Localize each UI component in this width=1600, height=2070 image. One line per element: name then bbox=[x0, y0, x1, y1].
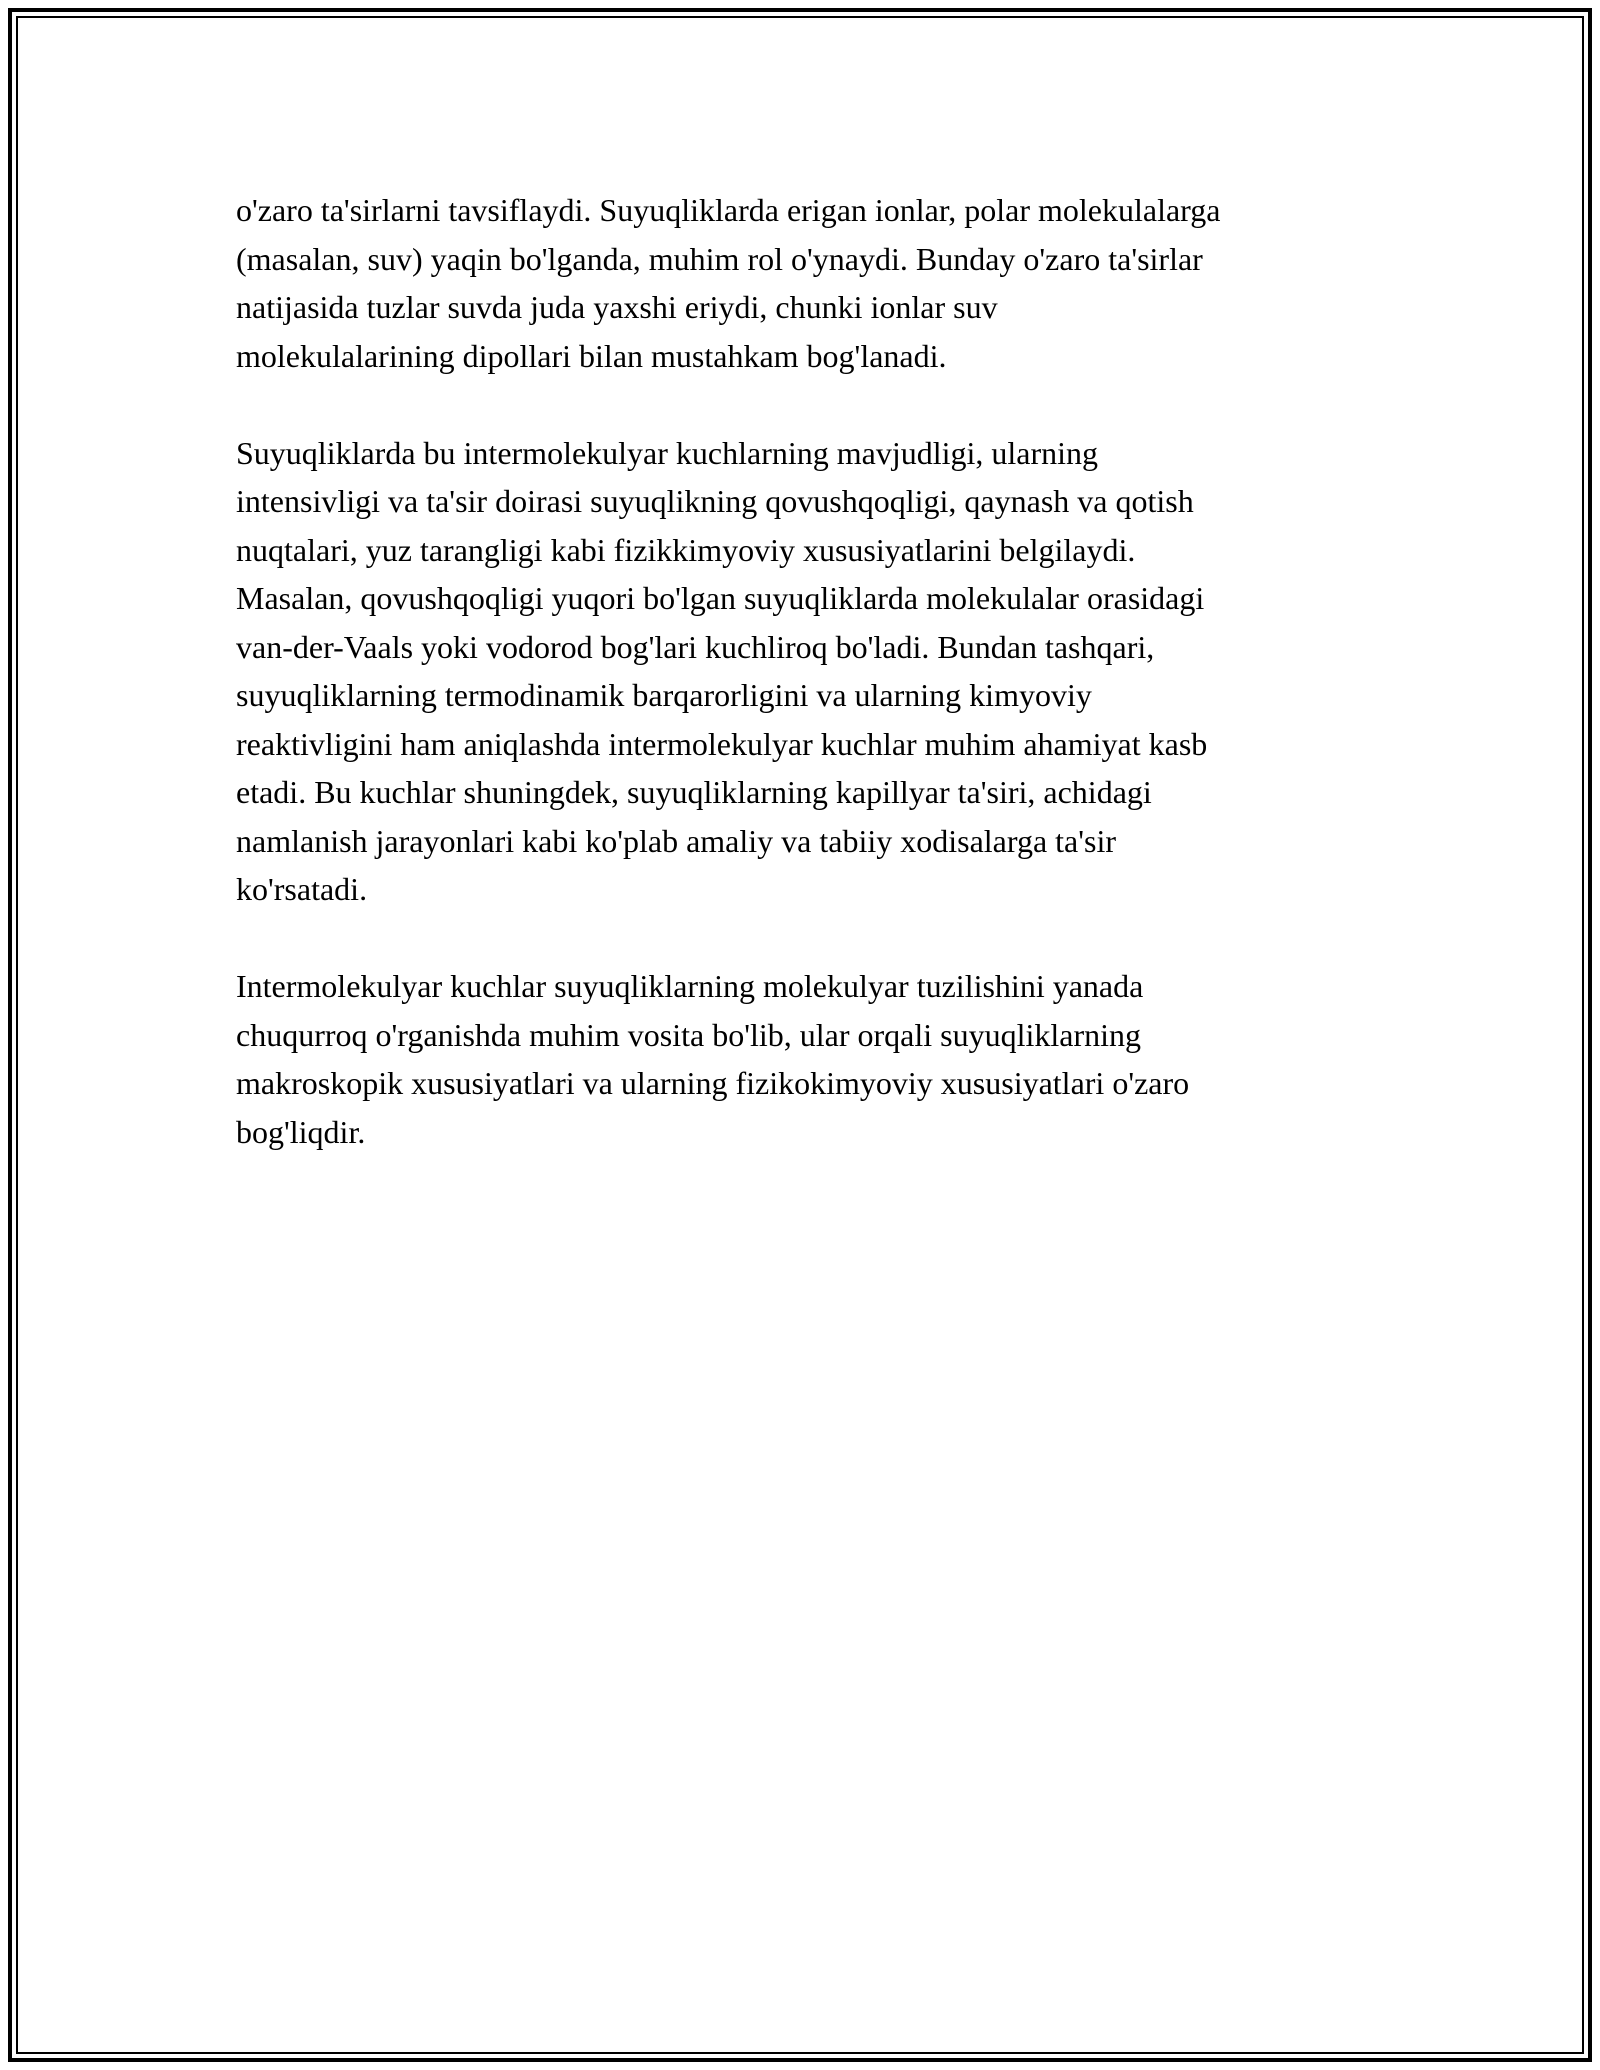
document-body bbox=[236, 186, 1386, 1205]
text-line: Masalan, qovushqoqligi yuqori bo'lgan suyuqliklarda molekulalar orasidagi bbox=[236, 580, 1205, 616]
paragraph-2 bbox=[236, 429, 1386, 914]
paragraph-3 bbox=[236, 962, 1386, 1156]
text-line: Suyuqliklarda bu intermolekulyar kuchlarning mavjudligi, ularning bbox=[236, 434, 1099, 471]
text-line: intensivligi va ta'sir doirasi suyuqlikning qovushqoqligi, qaynash va qotish bbox=[236, 483, 1194, 519]
text-line: van-der-Vaals yoki vodorod bog'lari kuchliroq bo'ladi. Bundan tashqari, bbox=[236, 628, 1155, 665]
text-line: chuqurroq o'rganishda muhim vosita bo'lib, ular orqali suyuqliklarning bbox=[236, 1016, 1142, 1053]
text-line: makroskopik xususiyatlari va ularning fizikokimyoviy xususiyatlari o'zaro bbox=[236, 1065, 1190, 1101]
paragraph-1 bbox=[236, 186, 1386, 380]
text-line: o'zaro ta'sirlarni tavsiflaydi. Suyuqliklarda erigan ionlar, polar molekulalarga bbox=[236, 192, 1221, 228]
text-line: nuqtalari, yuz tarangligi kabi fizikkimyoviy xususiyatlarini belgilaydi. bbox=[236, 531, 1136, 568]
text-line: suyuqliklarning termodinamik barqarorligini va ularning kimyoviy bbox=[236, 677, 1092, 713]
text-line: namlanish jarayonlari kabi ko'plab amaliy va tabiiy xodisalarga ta'sir bbox=[236, 822, 1117, 859]
text-line: molekulalarining dipollari bilan mustahkam bog'lanadi. bbox=[236, 337, 947, 374]
text-line: ko'rsatadi. bbox=[236, 871, 368, 907]
text-line: reaktivligini ham aniqlashda intermolekulyar kuchlar muhim ahamiyat kasb bbox=[236, 725, 1208, 762]
text-line: etadi. Bu kuchlar shuningdek, suyuqliklarning kapillyar ta'siri, achidagi bbox=[236, 774, 1152, 810]
text-line: Intermolekulyar kuchlar suyuqliklarning molekulyar tuzilishini yanada bbox=[236, 968, 1144, 1004]
text-line: bog'liqdir. bbox=[236, 1113, 366, 1150]
text-line: natijasida tuzlar suvda juda yaxshi eriydi, chunki ionlar suv bbox=[236, 289, 998, 325]
text-line: (masalan, suv) yaqin bo'lganda, muhim rol o'ynaydi. Bunday o'zaro ta'sirlar bbox=[236, 240, 1203, 277]
